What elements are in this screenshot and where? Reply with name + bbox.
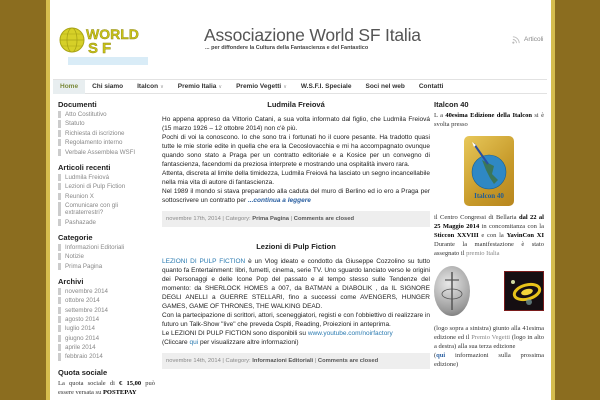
comments-status: Comments are closed — [293, 216, 355, 222]
widget-articoli-recenti — [58, 163, 155, 226]
widget-quota-sociale — [58, 368, 155, 397]
svg-text:WORLD: WORLD — [86, 26, 139, 42]
svg-text:Italcon 40: Italcon 40 — [474, 192, 504, 200]
nav-label: Italcon — [137, 82, 159, 90]
recent-post-link[interactable]: Lezioni di Pulp Fiction — [58, 183, 155, 190]
widget-title: Articoli recenti — [58, 162, 111, 172]
nav-soci-nel-web[interactable] — [358, 80, 411, 94]
sword-emblem-icon — [434, 266, 470, 316]
widget-archivi — [58, 277, 155, 361]
doc-link[interactable]: Verbale Assemblea WSFI — [58, 149, 155, 156]
nav-label: W.S.F.I. Speciale — [300, 82, 352, 90]
post-title[interactable]: Ludmila Freiová — [267, 100, 325, 109]
archive-link[interactable]: giugno 2014 — [58, 335, 155, 342]
archive-link[interactable]: novembre 2014 — [58, 288, 155, 295]
widget-title: Italcon 40 — [434, 100, 469, 109]
category-link[interactable]: Informazioni Editoriali — [252, 358, 314, 364]
italcon-40-logo[interactable] — [464, 136, 514, 206]
archive-link[interactable]: febbraio 2014 — [58, 353, 155, 360]
nav-label: Soci nel web — [365, 82, 405, 90]
italcon-description: il Centro Congressi di Bellaria dal 22 al 25 Maggio 2014 in concomitanza con la Sticcon XXVIII e con la YavinCon XI Durante la manifestazione è stato assegnato il premio Italia — [434, 214, 544, 257]
doc-link[interactable]: Richiesta di iscrizione — [58, 130, 155, 137]
youtube-link[interactable]: www.youtube.com/noirfactory — [307, 330, 393, 337]
main-content — [162, 100, 430, 384]
page-container — [50, 0, 551, 400]
rss-label: Articoli — [524, 36, 544, 43]
nav-home[interactable] — [53, 80, 85, 94]
pulp-fiction-link[interactable]: LEZIONI DI PULP FICTION — [162, 258, 246, 265]
doc-link[interactable]: Statuto — [58, 120, 155, 127]
category-link[interactable]: Informazioni Editoriali — [58, 244, 155, 251]
site-description: ... per diffondere la Cultura della Fantascienza e del Fantastico — [205, 45, 369, 51]
nav-label: Premio Vegetti — [236, 82, 282, 90]
premio-description: (logo sopra a sinistra) giunto alla 41esima edizione ed il Premio Vegetti (logo in alto a destra) alla sua terza edizione (qui informazioni sulla prossima edizione) — [434, 325, 544, 368]
site-logo[interactable] — [58, 20, 158, 70]
quota-text: La quota sociale di € 15,00 può essere versata su POSTEPAY — [58, 379, 156, 396]
post-pulp-fiction — [162, 242, 430, 369]
recent-post-link[interactable]: Ludmila Freiová — [58, 174, 155, 181]
widget-title: Categorie — [58, 232, 93, 242]
nav-chi-siamo[interactable] — [85, 80, 130, 94]
post-body: LEZIONI DI PULP FICTION è un Vlog ideato e condotto da Giuseppe Cozzolino su tutto quanto fa Entertainment: libri, fumetti, cinema, serie TV. Uno sguardo lanciato verso le origini dei Personaggi e delle Icone Pop del passato e al tempo stesso sulle Tendenze del momento: da SHERLOCK HOMES a 007, da BATMAN a DIABOLIK , da IL SIGNORE DEGLI ANELLI a GUERRE STELLARI, fino a successi come AVENGERS, HUNGER GAMES, GAME OF THRONES, THE WALKING DEAD. Con la partecipazione di scrittori, attori, sceneggiatori, registi e con l'obbiettivo di realizzare in futuro un Talk-Show "live" che preveda Ospiti, Reading, Proiezioni in anteprima. Le LEZIONI DI PULP FICTION sono disponibili su www.youtube.com/noirfactory (Cliccare qui per visualizzare altre informazioni) — [162, 258, 431, 346]
archive-link[interactable]: agosto 2014 — [58, 316, 155, 323]
doc-link[interactable]: Atto Costitutivo — [58, 111, 155, 118]
nav-premio-vegetti[interactable] — [229, 80, 294, 94]
qui-link[interactable]: qui — [189, 339, 199, 346]
doc-link[interactable]: Regolamento interno — [58, 139, 155, 146]
widget-documenti — [58, 100, 155, 156]
post-ludmila — [162, 100, 430, 227]
qui-info-link[interactable]: qui — [436, 352, 446, 359]
site-title[interactable]: Associazione World SF Italia — [204, 25, 421, 45]
italcon-intro: L a 40esima Edizione della Italcon si è svolta presso — [434, 112, 544, 128]
award-logos — [434, 266, 544, 316]
widget-title: Quota sociale — [58, 367, 108, 377]
recent-post-link[interactable]: Pashazade — [58, 219, 155, 226]
rss-feed-link[interactable] — [512, 35, 544, 44]
premio-vegetti-galaxy-logo[interactable] — [504, 271, 544, 311]
category-link[interactable]: Prima Pagina — [58, 263, 155, 270]
comments-status: Comments are closed — [317, 358, 379, 364]
chevron-down-icon: ∨ — [283, 83, 287, 90]
post-meta: novembre 17th, 2014 | Category: Prima Pagina | Comments are closed — [162, 211, 430, 227]
widget-categorie — [58, 233, 155, 270]
premio-italia-link[interactable]: premio Italia — [466, 250, 500, 257]
nav-label: Contatti — [418, 82, 444, 90]
archive-link[interactable]: luglio 2014 — [58, 325, 155, 332]
widget-title: Archivi — [58, 276, 84, 286]
recent-post-link[interactable]: Reunion X — [58, 193, 155, 200]
left-sidebar — [58, 100, 155, 400]
post-meta: novembre 14th, 2014 | Category: Informazioni Editoriali | Comments are closed — [162, 353, 430, 369]
site-header — [50, 0, 551, 78]
nav-label: Home — [60, 82, 79, 90]
galaxy-icon — [505, 272, 544, 311]
post-date: novembre 14th, 2014 — [166, 358, 221, 364]
archive-link[interactable]: aprile 2014 — [58, 344, 155, 351]
nav-label: Premio Italia — [177, 82, 217, 90]
premio-vegetti-link[interactable]: Premio Vegetti — [471, 334, 511, 341]
nav-contatti[interactable] — [412, 80, 451, 94]
category-link[interactable]: Prima Pagina — [252, 216, 290, 222]
widget-title: Documenti — [58, 100, 97, 109]
post-title[interactable]: Lezioni di Pulp Fiction — [256, 242, 336, 251]
globe-logo-icon — [58, 20, 158, 70]
post-body: Ho appena appreso da Vittorio Catani, a sua volta informato dal figlio, che Ludmila Freiová (15 marzo 1926 – 12 ottobre 2014) non c'è più. Pochi di voi la conoscono. Io che sono tra i fortunati ho il cuore pesante. Ha tradotto quasi tutte le mie storie edite in quella che era la Cecoslovacchia e mi ha accompagnato ovunque quando sono stato a Praga per un contratto editoriale e a Kosice per un convegno di fantascienza, facendomi da preziosa interprete e mostrando una ospitalità invero rara. Attenta, discreta al limite della timidezza, Ludmila Freiová ha lasciato un segno incancellabile nella mia vita di autore di fantascienza. Nel 1989 il mondo si stava preparando alla caduta del muro di Berlino ed io ero a Praga per sottoscrivere un contratto per ...continua a leggere — [162, 116, 430, 204]
read-more-link[interactable]: ...continua a leggere — [248, 197, 311, 204]
rss-icon — [512, 35, 521, 44]
italcon-globe-icon — [464, 136, 514, 206]
post-date: novembre 17th, 2014 — [166, 216, 221, 222]
archive-link[interactable]: ottobre 2014 — [58, 297, 155, 304]
main-navigation — [53, 79, 547, 94]
svg-text:SF: SF — [88, 40, 116, 57]
archive-link[interactable]: settembre 2014 — [58, 307, 155, 314]
right-band-edge — [551, 0, 555, 400]
recent-post-link[interactable]: Comunicare con gli extraterrestri? — [58, 202, 155, 216]
nav-label: Chi siamo — [92, 82, 124, 90]
nav-premio-italia[interactable] — [171, 80, 229, 94]
premio-italia-coin-logo[interactable] — [434, 266, 470, 316]
chevron-down-icon: ∨ — [160, 83, 164, 90]
nav-wsfi-speciale[interactable] — [294, 80, 359, 94]
left-background-band — [0, 0, 46, 400]
chevron-down-icon: ∨ — [218, 83, 223, 90]
nav-italcon[interactable] — [130, 80, 171, 94]
category-link[interactable]: Notizie — [58, 253, 155, 260]
right-sidebar — [434, 100, 544, 369]
